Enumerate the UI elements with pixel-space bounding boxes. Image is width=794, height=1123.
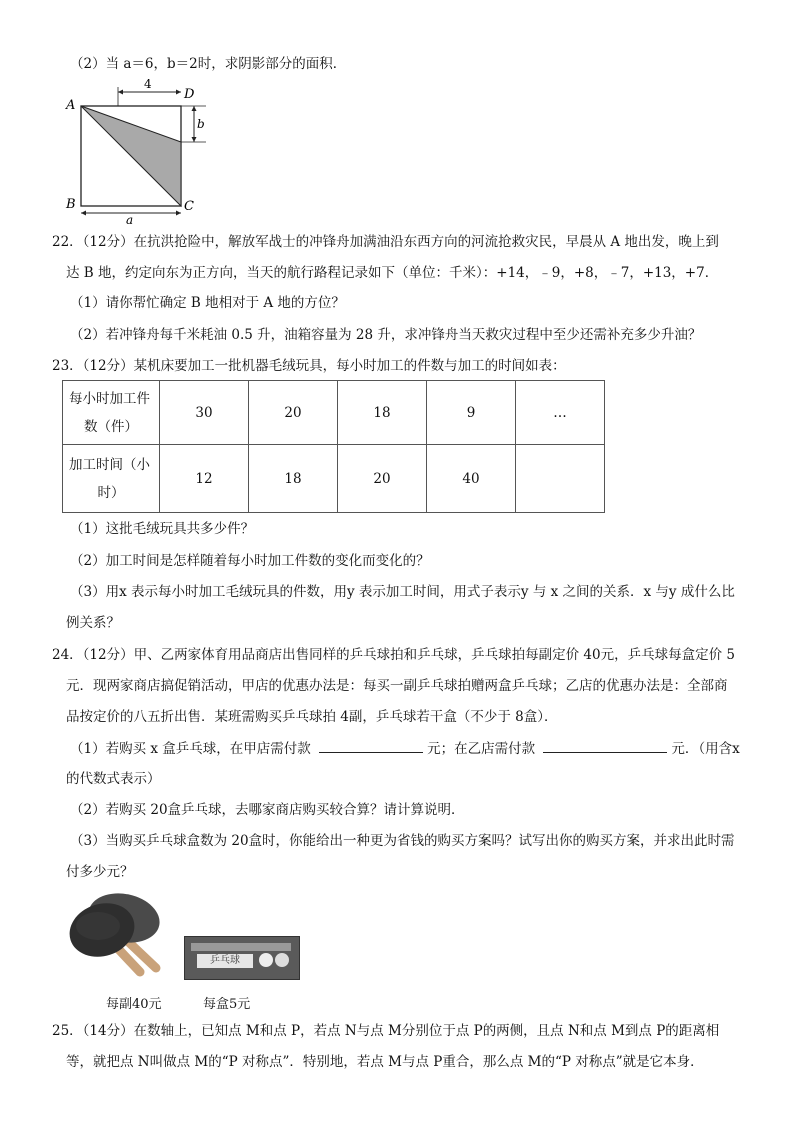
q23-part3-cont: 例关系？ xyxy=(66,615,120,631)
paddle-caption: 每副40元 xyxy=(106,997,162,1012)
q23-intro: 23．（12分）某机床要加工一批机器毛绒玩具，每小时加工的件数与加工的时间如表： xyxy=(52,358,566,374)
q21-part2: （2）当 a＝6，b＝2时，求阴影部分的面积． xyxy=(70,56,347,72)
label-A: A xyxy=(66,98,76,113)
table-cell: 40 xyxy=(427,445,516,513)
q23-part3: （3）用x 表示每小时加工毛绒玩具的件数，用y 表示加工时间，用式子表示y 与 x 之间的关系．x 与y 成什么比 xyxy=(70,584,735,600)
table-cell: 18 xyxy=(249,445,338,513)
shaded-region xyxy=(81,106,181,206)
q24-part3-cont: 付多少元？ xyxy=(66,864,134,880)
paddle-image xyxy=(68,892,178,980)
table-row xyxy=(63,445,605,513)
q23-part1: （1）这批毛绒玩具共多少件？ xyxy=(70,521,255,537)
table-cell: 12 xyxy=(160,445,249,513)
processing-table xyxy=(62,380,605,513)
ball-box-image xyxy=(184,936,300,980)
table-cell: … xyxy=(516,381,605,445)
q24-line3: 品按定价的八五折出售．某班需购买乒乓球拍 4副，乒乓球若干盒（不少于 8盒）． xyxy=(66,709,558,725)
dim-bottom: a xyxy=(126,213,134,224)
ball-caption: 每盒5元 xyxy=(203,997,251,1012)
q22-line2: 达 B 地，约定向东为正方向，当天的航行路程记录如下（单位：千米）：+14，﹣9，+8，﹣7，+13，+7． xyxy=(66,265,719,281)
dim-top: 4 xyxy=(144,77,152,91)
q23-part2: （2）加工时间是怎样随着每小时加工件数的变化而变化的？ xyxy=(70,553,430,569)
dim-side: b xyxy=(197,117,205,131)
q24-part1: （1）若购买 x 盒乒乓球，在甲店需付款 元；在乙店需付款 元．（用含x xyxy=(70,738,740,759)
q25-line2: 等，就把点 N叫做点 M的“P 对称点”．特别地，若点 M与点 P重合，那么点 M的“P 对称点”就是它本身． xyxy=(66,1054,704,1070)
box-label: 乒乓球 xyxy=(197,954,253,968)
table-row xyxy=(63,381,605,445)
label-D: D xyxy=(184,87,195,102)
q25-line1: 25．（14分）在数轴上，已知点 M和点 P，若点 N与点 M分别位于点 P的两侧，且点 N和点 M到点 P的距离相 xyxy=(52,1023,720,1039)
answer-blank-jia[interactable] xyxy=(319,738,423,753)
q24-part2: （2）若购买 20盒乒乓球，去哪家商店购买较合算？请计算说明． xyxy=(70,802,465,818)
q22-part2: （2）若冲锋舟每千米耗油 0.5 升，油箱容量为 28 升，求冲锋舟当天救灾过程中至少还需补充多少升油？ xyxy=(70,327,702,343)
square-figure xyxy=(60,76,220,224)
table-cell: 18 xyxy=(338,381,427,445)
table-cell xyxy=(516,445,605,513)
label-C: C xyxy=(184,199,194,214)
answer-blank-yi[interactable] xyxy=(543,738,667,753)
q24-line1: 24．（12分）甲、乙两家体育用品商店出售同样的乒乓球拍和乒乓球，乒乓球拍每副定价 40元，乒乓球每盒定价 5 xyxy=(52,647,735,663)
row-header: 加工时间（小 时） xyxy=(63,445,160,513)
q22-line1: 22．（12分）在抗洪抢险中，解放军战士的冲锋舟加满油沿东西方向的河流抢救灾民，早晨从 A 地出发，晚上到 xyxy=(52,234,719,250)
q24-line2: 元．现两家商店搞促销活动，甲店的优惠办法是：每买一副乒乓球拍赠两盒乒乓球；乙店的优惠办法是：全部商 xyxy=(66,678,728,694)
table-cell: 20 xyxy=(249,381,338,445)
table-cell: 20 xyxy=(338,445,427,513)
q22-part1: （1）请你帮忙确定 B 地相对于 A 地的方位？ xyxy=(70,295,345,311)
table-cell: 30 xyxy=(160,381,249,445)
q24-part1-cont: 的代数式表示） xyxy=(66,771,161,787)
row-header: 每小时加工件 数（件） xyxy=(63,381,160,445)
q24-part3: （3）当购买乒乓球盒数为 20盒时，你能给出一种更为省钱的购买方案吗？试写出你的购买方案，并求出此时需 xyxy=(70,833,735,849)
label-B: B xyxy=(66,197,76,212)
table-cell: 9 xyxy=(427,381,516,445)
